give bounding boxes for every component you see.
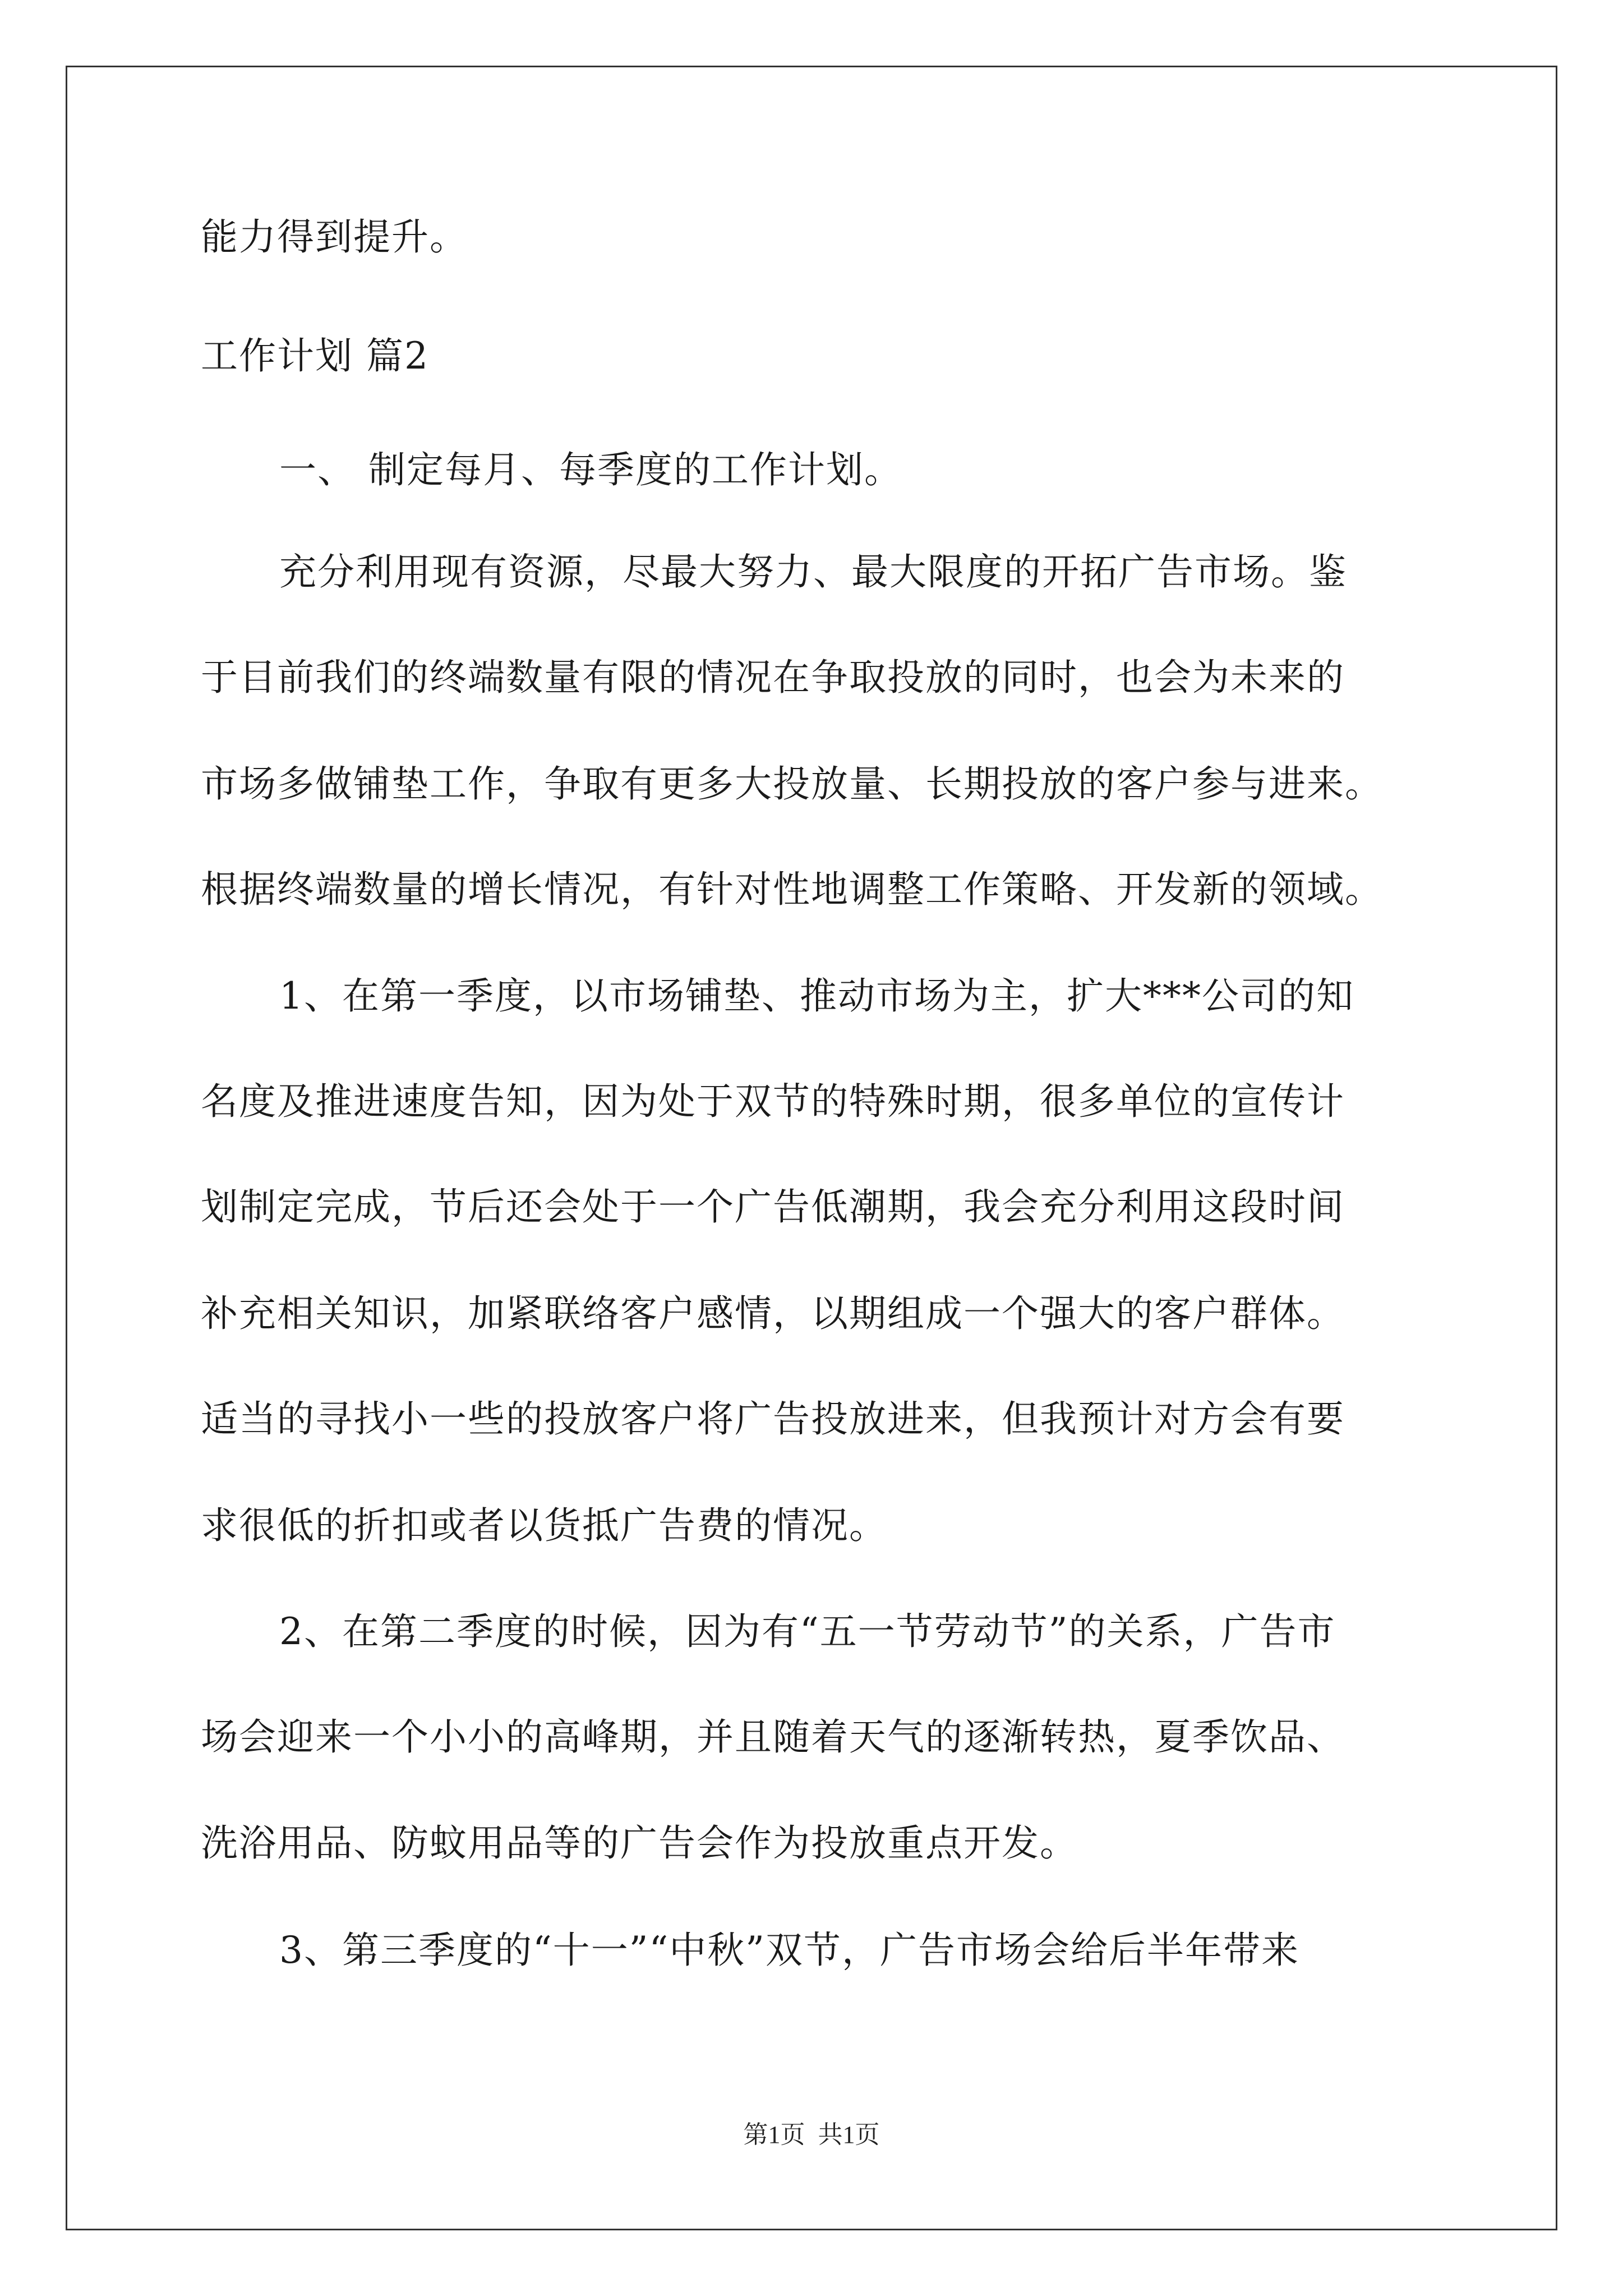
body-line: 能力得到提升。 (201, 215, 468, 259)
paragraph-line: 根据终端数量的增长情况，有针对性地调整工作策略、开发新的领域。 (201, 868, 1383, 911)
page-border (66, 66, 1557, 2230)
section-heading: 工作计划 篇2 (201, 334, 429, 378)
paragraph-line: 充分利用现有资源，尽最大努力、最大限度的开拓广告市场。鉴 (279, 550, 1347, 593)
paragraph-line: 于目前我们的终端数量有限的情况在争取投放的同时，也会为未来的 (201, 656, 1345, 699)
paragraph-line: 市场多做铺垫工作，争取有更多大投放量、长期投放的客户参与进来。 (201, 762, 1383, 806)
paragraph-line: 补充相关知识，加紧联络客户感情，以期组成一个强大的客户群体。 (201, 1292, 1345, 1335)
paragraph-line: 划制定完成，节后还会处于一个广告低潮期，我会充分利用这段时间 (201, 1185, 1345, 1228)
paragraph-line: 场会迎来一个小小的高峰期，并且随着天气的逐渐转热，夏季饮品、 (201, 1715, 1345, 1759)
paragraph-line: 适当的寻找小一些的投放客户将广告投放进来，但我预计对方会有要 (201, 1397, 1345, 1441)
page-footer (0, 2118, 1623, 2152)
paragraph-line: 求很低的折扣或者以货抵广告费的情况。 (201, 1504, 887, 1547)
page-total: 共1页 (818, 2121, 880, 2148)
subsection-heading: 一、 制定每月、每季度的工作计划。 (279, 448, 902, 491)
paragraph-line: 名度及推进速度告知，因为处于双节的特殊时期，很多单位的宣传计 (201, 1080, 1345, 1123)
paragraph-line: 1、在第一季度，以市场铺垫、推动市场为主，扩大***公司的知 (279, 974, 1354, 1018)
page-number: 第1页 (743, 2121, 805, 2148)
paragraph-line: 洗浴用品、防蚊用品等的广告会作为投放重点开发。 (201, 1821, 1078, 1865)
paragraph-line: 3、第三季度的“十一”“中秋”双节，广告市场会给后半年带来 (279, 1929, 1299, 1972)
paragraph-line: 2、在第二季度的时候，因为有“五一节劳动节”的关系，广告市 (279, 1610, 1336, 1653)
